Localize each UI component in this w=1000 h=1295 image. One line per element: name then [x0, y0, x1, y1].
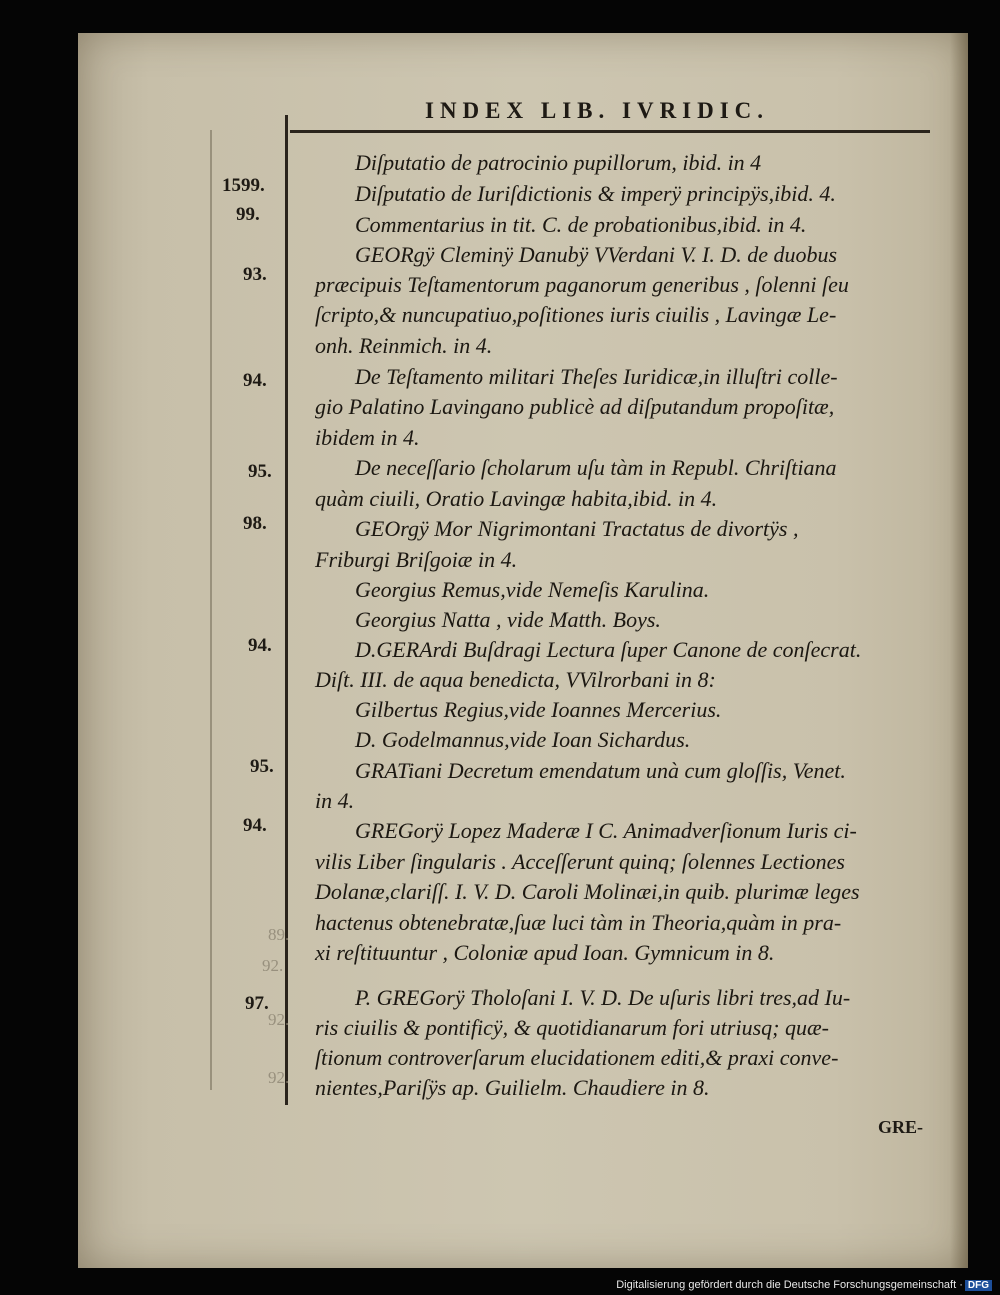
text-line: onh. Reinmich. in 4. [315, 333, 493, 358]
header-rule [290, 130, 930, 133]
text-line: xi reſtituuntur , Coloniæ apud Ioan. Gymnicum in 8. [315, 940, 775, 965]
page-edge-shadow [950, 33, 968, 1268]
footer-text: Digitalisierung gefördert durch die Deutsche Forschungsgemeinschaft · [616, 1279, 963, 1291]
dfg-logo: DFG [965, 1280, 992, 1291]
margin-year: 97. [245, 993, 269, 1014]
text-line: hactenus obtenebratæ,ſuæ luci tàm in Theoria,quàm in pra- [315, 910, 842, 935]
margin-year: 95. [250, 756, 274, 777]
bleed-through-number: 92. [268, 1010, 290, 1029]
margin-year: 94. [243, 815, 267, 836]
text-line: nientes,Pariſÿs ap. Guilielm. Chaudiere in 8. [315, 1075, 710, 1100]
text-line: vilis Liber ſingularis . Acceſſerunt quinq; ſolennes Lectiones [315, 849, 845, 874]
margin-year: 1599. [222, 175, 265, 196]
margin-year: 99. [236, 204, 260, 225]
text-line: P. GREGorÿ Tholoſani I. V. D. De uſuris libri tres,ad Iu- [355, 985, 851, 1010]
text-line: De neceſſario ſcholarum uſu tàm in Republ. Chriſtiana [355, 455, 837, 480]
text-line: quàm ciuili, Oratio Lavingæ habita,ibid. in 4. [315, 486, 718, 511]
text-line: Georgius Remus,vide Nemeſis Karulina. [355, 577, 710, 602]
text-line: Friburgi Briſgoiæ in 4. [315, 547, 518, 572]
text-line: in 4. [315, 788, 355, 813]
text-line: GRATiani Decretum emendatum unà cum gloſſis, Venet. [355, 758, 846, 783]
margin-year: 93. [243, 264, 267, 285]
text-line: Commentarius in tit. C. de probationibus,ibid. in 4. [355, 212, 807, 237]
text-line: D.GERArdi Buſdragi Lectura ſuper Canone de conſecrat. [355, 637, 862, 662]
text-line: Gilbertus Regius,vide Ioannes Mercerius. [355, 697, 722, 722]
bleed-through-number: 92. [268, 1068, 290, 1087]
digitization-footer [616, 1279, 992, 1291]
margin-year: 98. [243, 513, 267, 534]
text-line: gio Palatino Lavingano publicè ad diſputandum propoſitæ, [315, 394, 835, 419]
text-line: ris ciuilis & pontificÿ, & quotidianarum fori utriusq; quæ- [315, 1015, 829, 1040]
bleed-through-number: 92. [262, 956, 284, 975]
running-header: INDEX LIB. IVRIDIC. [425, 98, 770, 123]
text-line: ibidem in 4. [315, 425, 420, 450]
text-line: GEOrgÿ Mor Nigrimontani Tractatus de divortÿs , [355, 516, 799, 541]
margin-year: 94. [243, 370, 267, 391]
text-line: De Teſtamento militari Theſes Iuridicæ,in illuſtri colle- [355, 364, 838, 389]
text-line: Diſputatio de Iuriſdictionis & imperÿ principÿs,ibid. 4. [355, 181, 836, 206]
text-line: præcipuis Teſtamentorum paganorum generibus , ſolenni ſeu [315, 272, 849, 297]
text-line: GEORgÿ Cleminÿ Danubÿ VVerdani V. I. D. de duobus [355, 242, 838, 267]
text-line: Georgius Natta , vide Matth. Boys. [355, 607, 661, 632]
text-line: Diſputatio de patrocinio pupillorum, ibid. in 4 [355, 150, 762, 175]
catchword: GRE- [878, 1117, 923, 1137]
margin-year: 95. [248, 461, 272, 482]
bleed-through-number: 89. [268, 925, 290, 944]
text-line: ſtionum controverſarum elucidationem editi,& praxi conve- [315, 1045, 839, 1070]
text-line: Diſt. III. de aqua benedicta, VVilrorbani in 8: [315, 667, 716, 692]
text-line: ſcripto,& nuncupatiuo,poſitiones iuris ciuilis , Lavingæ Le- [315, 302, 837, 327]
binding-fold [210, 130, 212, 1090]
text-line: Dolanæ,clariſſ. I. V. D. Caroli Molinæi,in quib. plurimæ leges [315, 879, 860, 904]
margin-rule [285, 115, 288, 1105]
text-line: D. Godelmannus,vide Ioan Sichardus. [355, 727, 691, 752]
margin-year: 94. [248, 635, 272, 656]
text-line: GREGorÿ Lopez Maderæ I C. Animadverſionum Iuris ci- [355, 818, 857, 843]
